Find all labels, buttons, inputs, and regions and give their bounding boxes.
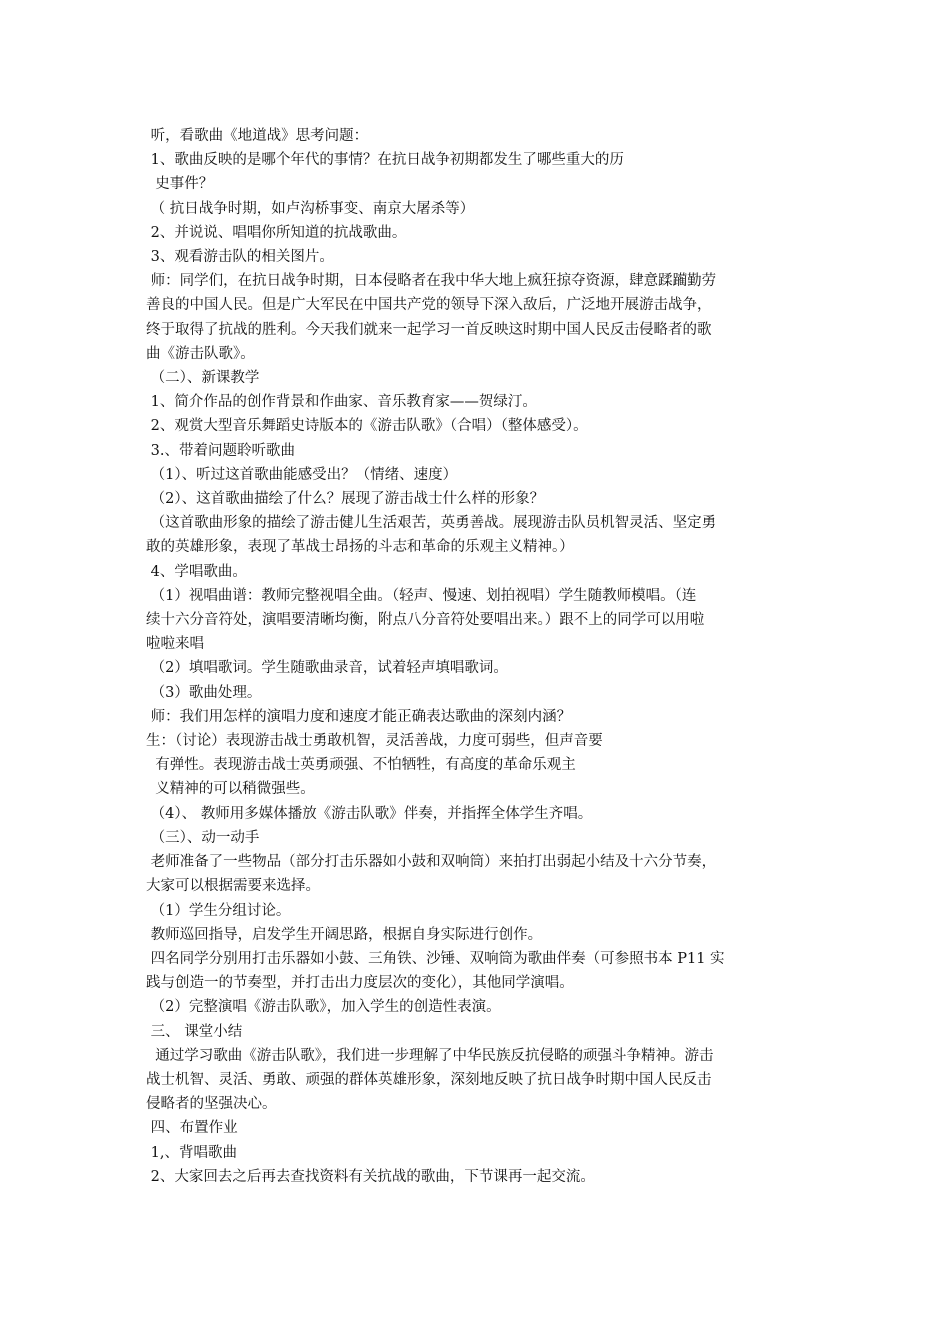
text-line: 敢的英雄形象，表现了革战士昂扬的斗志和革命的乐观主义精神。） [146,539,574,556]
lesson-plan-text [146,124,816,1189]
text-line: 4、学唱歌曲。 [146,563,247,580]
text-line: （ 抗日战争时期，如卢沟桥事变、南京大屠杀等） [146,200,475,217]
text-line: （1）、听过这首歌曲能感受出？（情绪、速度） [146,466,458,483]
text-line: 啦啦来唱 [146,636,204,653]
text-line: 3.、带着问题聆听歌曲 [146,442,295,459]
text-line: 2、观赏大型音乐舞蹈史诗版本的《游击队歌》（合唱）（整体感受）。 [146,418,588,435]
text-line: （3）歌曲处理。 [146,684,262,701]
text-line: 史事件？ [146,176,214,193]
text-line: 善良的中国人民。但是广大军民在中国共产党的领导下深入敌后，广泛地开展游击战争， [146,297,712,314]
text-line: 续十六分音符处，演唱要清晰均衡，附点八分音符处要唱出来。）跟不上的同学可以用啦 [146,612,705,629]
text-line: 2、并说说、唱唱你所知道的抗战歌曲。 [146,224,407,241]
text-line: 有弹性。表现游击战士英勇顽强、不怕牺牲，有高度的革命乐观主 [146,757,576,774]
text-line: 1,、背唱歌曲 [146,1144,237,1161]
text-line: 老师准备了一些物品（部分打击乐器如小鼓和双响筒）来拍打出弱起小结及十六分节奏， [146,854,717,871]
section-heading: 三、 课堂小结 [146,1023,243,1040]
text-line: 师：同学们，在抗日战争时期，日本侵略者在我中华大地上疯狂掠夺资源，肆意蹂躏勤劳 [146,273,717,290]
text-line: 侵略者的坚强决心。 [146,1096,277,1113]
section-heading: （二）、新课教学 [146,370,260,387]
text-line: （这首歌曲形象的描绘了游击健儿生活艰苦，英勇善战。展现游击队员机智灵活、坚定勇 [146,515,717,532]
text-line: 听，看歌曲《地道战》思考问题： [146,128,369,144]
text-line: 战士机智、灵活、勇敢、顽强的群体英雄形象，深刻地反映了抗日战争时期中国人民反击 [146,1071,712,1088]
text-line: 大家可以根据需要来选择。 [146,878,320,895]
text-line: 终于取得了抗战的胜利。今天我们就来一起学习一首反映这时期中国人民反击侵略者的歌 [146,321,712,338]
text-line: 师：我们用怎样的演唱力度和速度才能正确表达歌曲的深刻内涵？ [146,708,572,725]
text-line: （2）、这首歌曲描绘了什么？展现了游击战士什么样的形象？ [146,491,545,508]
text-line: （4）、 教师用多媒体播放《游击队歌》伴奏，并指挥全体学生齐唱。 [146,805,593,822]
text-line: 义精神的可以稍微强些。 [146,781,315,798]
text-line: （2）完整演唱《游击队歌》，加入学生的创造性表演。 [146,999,501,1016]
text-line: （1）视唱曲谱：教师完整视唱全曲。（轻声、慢速、划拍视唱）学生随教师模唱。（连 [146,587,697,604]
text-line: 曲《游击队歌》。 [146,345,255,362]
section-heading: （三）、动一动手 [146,829,260,846]
text-line: 3、观看游击队的相关图片。 [146,249,334,266]
text-line: 教师巡回指导，启发学生开阔思路，根据自身实际进行创作。 [146,926,543,943]
text-line: 生：（讨论）表现游击战士勇敢机智，灵活善战，力度可弱些，但声音要 [146,733,603,750]
text-line: 四名同学分别用打击乐器如小鼓、三角铁、沙锤、双响筒为歌曲伴奏（可参照书本 P11 实 [146,950,725,967]
text-line: （2）填唱歌词。学生随歌曲录音，试着轻声填唱歌词。 [146,660,508,677]
text-line: 践与创造一的节奏型，并打击出力度层次的变化），其他同学演唱。 [146,975,574,992]
text-line: （1）学生分组讨论。 [146,902,291,919]
text-line: 2、大家回去之后再去查找资料有关抗战的歌曲，下节课再一起交流。 [146,1168,595,1185]
section-heading: 四、布置作业 [146,1120,238,1137]
text-line: 1、歌曲反映的是哪个年代的事情？在抗日战争初期都发生了哪些重大的历 [146,152,624,169]
text-line: 通过学习歌曲《游击队歌》，我们进一步理解了中华民族反抗侵略的顽强斗争精神。游击 [146,1047,714,1064]
text-line: 1、简介作品的创作背景和作曲家、音乐教育家——贺绿汀。 [146,394,537,411]
